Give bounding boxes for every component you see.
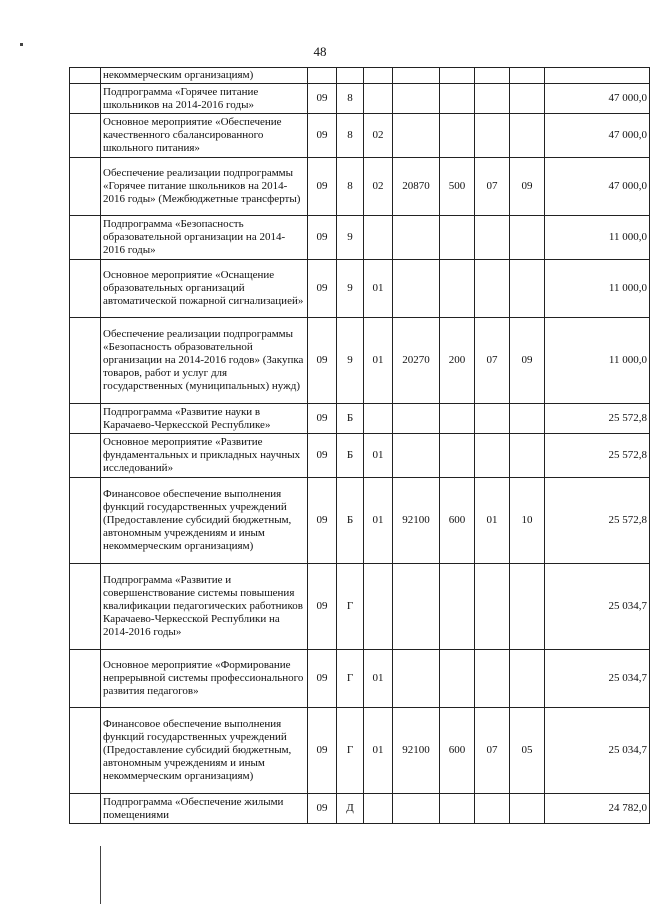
row-number-cell [70, 68, 101, 84]
pr-code-cell [510, 794, 545, 824]
row-number-cell [70, 216, 101, 260]
amount-cell: 25 034,7 [545, 564, 650, 650]
row-name-cell: Подпрограмма «Развитие науки в Карачаево-Черкесской Республике» [101, 404, 308, 434]
rz-code-cell [475, 794, 510, 824]
table-row [70, 434, 650, 478]
rz-code-cell: 07 [475, 318, 510, 404]
row-number-cell [70, 564, 101, 650]
subprogram-code-cell: Г [337, 564, 364, 650]
vr-code-cell [440, 68, 475, 84]
subprogram-code-cell: Г [337, 708, 364, 794]
direction-code-cell [393, 794, 440, 824]
direction-code-cell [393, 404, 440, 434]
row-name-cell: Обеспечение реализации подпрограммы «Безопасность образовательной организации на 2014-2016 годов» (Закупка товаров, работ и услуг для государственных (муниципальных) нужд) [101, 318, 308, 404]
vr-code-cell: 600 [440, 708, 475, 794]
table-row [70, 216, 650, 260]
row-number-cell [70, 260, 101, 318]
rz-code-cell [475, 650, 510, 708]
subprogram-code-cell: Г [337, 650, 364, 708]
rz-code-cell [475, 84, 510, 114]
amount-cell [545, 68, 650, 84]
table-row [70, 260, 650, 318]
table-row [70, 114, 650, 158]
gp-code-cell: 09 [308, 114, 337, 158]
row-name-cell: Основное мероприятие «Обеспечение качественного сбалансированного школьного питания» [101, 114, 308, 158]
row-name-cell: Основное мероприятие «Оснащение образовательных организаций автоматической пожарной сигнализацией» [101, 260, 308, 318]
gp-code-cell: 09 [308, 650, 337, 708]
direction-code-cell [393, 260, 440, 318]
vr-code-cell: 500 [440, 158, 475, 216]
row-name-cell: Подпрограмма «Горячее питание школьников на 2014-2016 годы» [101, 84, 308, 114]
row-number-cell [70, 708, 101, 794]
vr-code-cell [440, 650, 475, 708]
direction-code-cell [393, 68, 440, 84]
rz-code-cell: 07 [475, 708, 510, 794]
event-code-cell: 01 [364, 434, 393, 478]
subprogram-code-cell: 9 [337, 260, 364, 318]
table-row [70, 84, 650, 114]
subprogram-code-cell: 9 [337, 216, 364, 260]
gp-code-cell: 09 [308, 84, 337, 114]
amount-cell: 25 034,7 [545, 650, 650, 708]
table-row [70, 708, 650, 794]
subprogram-code-cell: Б [337, 434, 364, 478]
event-code-cell: 01 [364, 260, 393, 318]
pr-code-cell [510, 260, 545, 318]
row-name-cell: Обеспечение реализации подпрограммы «Горячее питание школьников на 2014-2016 годы» (Межбюджетные трансферты) [101, 158, 308, 216]
table-row [70, 68, 650, 84]
vr-code-cell [440, 114, 475, 158]
row-name-cell: Основное мероприятие «Развитие фундаментальных и прикладных научных исследований» [101, 434, 308, 478]
row-number-cell [70, 404, 101, 434]
rz-code-cell: 07 [475, 158, 510, 216]
gp-code-cell: 09 [308, 794, 337, 824]
direction-code-cell: 20270 [393, 318, 440, 404]
pr-code-cell: 09 [510, 158, 545, 216]
row-number-cell [70, 794, 101, 824]
pr-code-cell [510, 68, 545, 84]
rz-code-cell [475, 114, 510, 158]
amount-cell: 47 000,0 [545, 158, 650, 216]
rz-code-cell [475, 434, 510, 478]
rz-code-cell: 01 [475, 478, 510, 564]
pr-code-cell [510, 434, 545, 478]
event-code-cell: 02 [364, 114, 393, 158]
amount-cell: 11 000,0 [545, 260, 650, 318]
subprogram-code-cell: 8 [337, 84, 364, 114]
event-code-cell: 01 [364, 650, 393, 708]
gp-code-cell: 09 [308, 434, 337, 478]
table-row [70, 158, 650, 216]
subprogram-code-cell: Б [337, 478, 364, 564]
gp-code-cell: 09 [308, 216, 337, 260]
subprogram-code-cell [337, 68, 364, 84]
amount-cell: 25 572,8 [545, 478, 650, 564]
vr-code-cell [440, 404, 475, 434]
vr-code-cell: 200 [440, 318, 475, 404]
subprogram-code-cell: Б [337, 404, 364, 434]
amount-cell: 47 000,0 [545, 114, 650, 158]
pr-code-cell [510, 650, 545, 708]
row-number-cell [70, 84, 101, 114]
direction-code-cell: 92100 [393, 478, 440, 564]
event-code-cell [364, 794, 393, 824]
gp-code-cell: 09 [308, 404, 337, 434]
rz-code-cell [475, 216, 510, 260]
scan-artifact-line [100, 846, 101, 904]
row-number-cell [70, 158, 101, 216]
amount-cell: 11 000,0 [545, 216, 650, 260]
subprogram-code-cell: 8 [337, 158, 364, 216]
direction-code-cell [393, 564, 440, 650]
rz-code-cell [475, 260, 510, 318]
pr-code-cell: 05 [510, 708, 545, 794]
row-number-cell [70, 434, 101, 478]
vr-code-cell [440, 84, 475, 114]
direction-code-cell [393, 114, 440, 158]
subprogram-code-cell: 9 [337, 318, 364, 404]
gp-code-cell: 09 [308, 318, 337, 404]
row-name-cell: некоммерческим организациям) [101, 68, 308, 84]
event-code-cell: 02 [364, 158, 393, 216]
event-code-cell [364, 216, 393, 260]
vr-code-cell [440, 260, 475, 318]
pr-code-cell [510, 404, 545, 434]
pr-code-cell [510, 84, 545, 114]
amount-cell: 11 000,0 [545, 318, 650, 404]
vr-code-cell: 600 [440, 478, 475, 564]
pr-code-cell: 09 [510, 318, 545, 404]
rz-code-cell [475, 564, 510, 650]
row-name-cell: Основное мероприятие «Формирование непрерывной системы профессионального развития педагогов» [101, 650, 308, 708]
row-name-cell: Подпрограмма «Безопасность образовательной организации на 2014-2016 годы» [101, 216, 308, 260]
row-number-cell [70, 478, 101, 564]
direction-code-cell [393, 434, 440, 478]
event-code-cell: 01 [364, 708, 393, 794]
direction-code-cell [393, 84, 440, 114]
event-code-cell [364, 564, 393, 650]
row-name-cell: Финансовое обеспечение выполнения функций государственных учреждений (Предоставление субсидий бюджетным, автономным учреждениям и иным некоммерческим организациям) [101, 708, 308, 794]
table-row [70, 794, 650, 824]
scan-artifact-dot [20, 43, 23, 46]
pr-code-cell [510, 114, 545, 158]
vr-code-cell [440, 564, 475, 650]
row-number-cell [70, 650, 101, 708]
row-name-cell: Подпрограмма «Обеспечение жилыми помещениями [101, 794, 308, 824]
pr-code-cell: 10 [510, 478, 545, 564]
event-code-cell [364, 404, 393, 434]
gp-code-cell: 09 [308, 564, 337, 650]
event-code-cell: 01 [364, 478, 393, 564]
amount-cell: 25 034,7 [545, 708, 650, 794]
event-code-cell [364, 68, 393, 84]
amount-cell: 25 572,8 [545, 434, 650, 478]
row-name-cell: Финансовое обеспечение выполнения функций государственных учреждений (Предоставление субсидий бюджетным, автономным учреждениям и иным некоммерческим организациям) [101, 478, 308, 564]
gp-code-cell: 09 [308, 158, 337, 216]
gp-code-cell [308, 68, 337, 84]
direction-code-cell: 20870 [393, 158, 440, 216]
pr-code-cell [510, 564, 545, 650]
table-row [70, 478, 650, 564]
table-row [70, 650, 650, 708]
table-row [70, 564, 650, 650]
amount-cell: 47 000,0 [545, 84, 650, 114]
row-number-cell [70, 318, 101, 404]
gp-code-cell: 09 [308, 260, 337, 318]
vr-code-cell [440, 216, 475, 260]
rz-code-cell [475, 68, 510, 84]
row-name-cell: Подпрограмма «Развитие и совершенствование системы повышения квалификации педагогических работников Карачаево-Черкесской Республики на 2014-2016 годы» [101, 564, 308, 650]
vr-code-cell [440, 434, 475, 478]
event-code-cell: 01 [364, 318, 393, 404]
budget-table [69, 67, 650, 824]
amount-cell: 25 572,8 [545, 404, 650, 434]
amount-cell: 24 782,0 [545, 794, 650, 824]
rz-code-cell [475, 404, 510, 434]
subprogram-code-cell: 8 [337, 114, 364, 158]
direction-code-cell: 92100 [393, 708, 440, 794]
direction-code-cell [393, 650, 440, 708]
direction-code-cell [393, 216, 440, 260]
page-number: 48 [313, 44, 327, 59]
event-code-cell [364, 84, 393, 114]
gp-code-cell: 09 [308, 708, 337, 794]
pr-code-cell [510, 216, 545, 260]
subprogram-code-cell: Д [337, 794, 364, 824]
gp-code-cell: 09 [308, 478, 337, 564]
vr-code-cell [440, 794, 475, 824]
row-number-cell [70, 114, 101, 158]
table-row [70, 404, 650, 434]
table-row [70, 318, 650, 404]
